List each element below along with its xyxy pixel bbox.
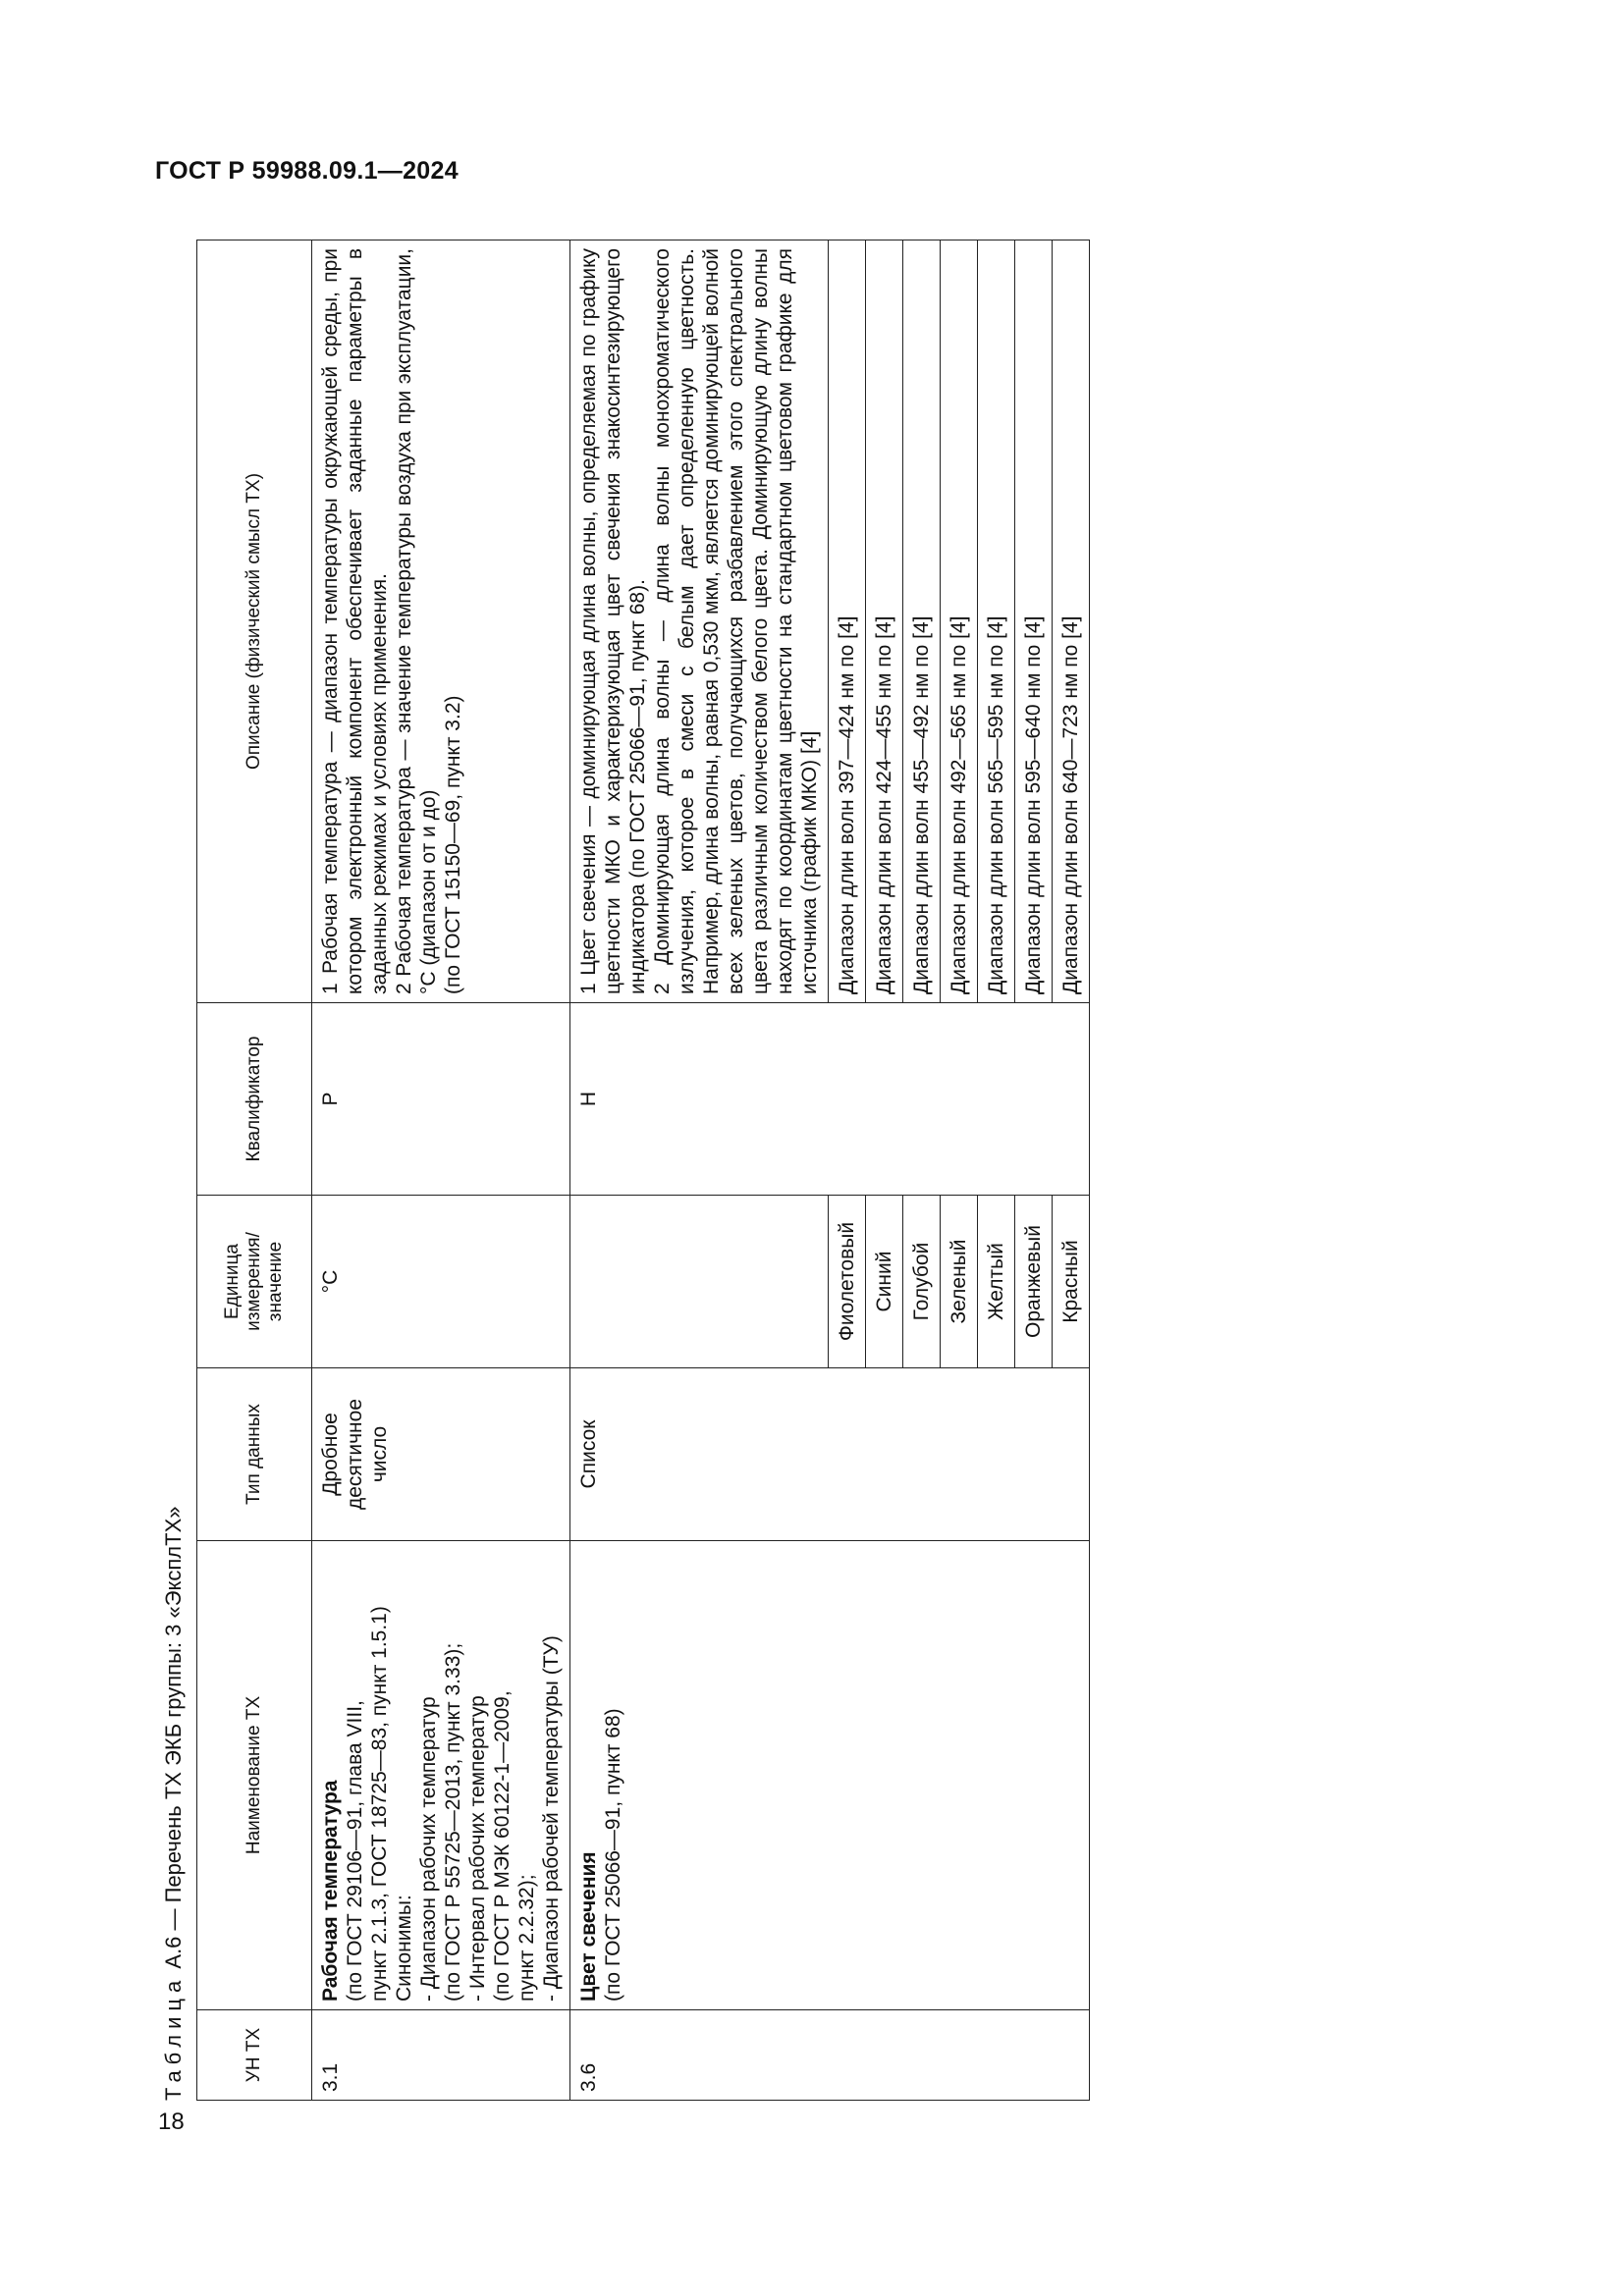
name-line: - Диапазон рабочих температур (417, 1696, 440, 2002)
name-line: (по ГОСТ Р 55725—2013, пункт 3.33); (442, 1642, 464, 2002)
color-name: Синий (866, 1196, 903, 1368)
name-line: - Интервал рабочих температур (466, 1695, 489, 2002)
cell-type: Список (570, 1368, 1090, 1541)
color-desc: Диапазон длин волн 640—723 нм по [4] (1053, 240, 1090, 1003)
color-desc: Диапазон длин волн 455—492 нм по [4] (903, 240, 941, 1003)
rotated-table-region (157, 236, 1365, 2101)
table-row (312, 240, 570, 2101)
cell-name (312, 1541, 570, 2010)
name-line: пункт 2.2.32); (515, 1874, 538, 2002)
desc-paragraph: 1 Цвет свечения — доминирующая длина волны, определяемая по графику цветности МКО и характеризующая цвет свечения знакосинтезирующего индикатора (по ГОСТ 25066—91, пункт 68). (577, 248, 649, 994)
document-header: ГОСТ Р 59988.09.1—2024 (155, 157, 459, 185)
cell-desc (570, 240, 829, 1003)
name-line: - Диапазон рабочей температуры (ТУ) (540, 1635, 563, 2002)
name-title: Цвет свечения (577, 1851, 600, 2002)
desc-paragraph: 1 Рабочая температура — диапазон температуры окружающей среды, при котором электронный компонент обеспечивает заданные параметры в заданных режимах и условиях применения. (319, 248, 391, 994)
header-un: УН ТХ (197, 2010, 312, 2101)
color-desc: Диапазон длин волн 595—640 нм по [4] (1015, 240, 1053, 1003)
name-title: Рабочая температура (319, 1780, 342, 2002)
name-line: (по ГОСТ Р МЭК 60122-1—2009, (491, 1690, 514, 2002)
characteristics-table (196, 240, 1090, 2101)
table-caption (157, 1507, 190, 2102)
header-desc: Описание (физический смысл ТХ) (197, 240, 312, 1003)
color-name: Зеленый (941, 1196, 978, 1368)
cell-qualifier: Р (312, 1003, 570, 1196)
header-qualifier: Квалификатор (197, 1003, 312, 1196)
cell-name (570, 1541, 1090, 2010)
header-type: Тип данных (197, 1368, 312, 1541)
header-name: Наименование ТХ (197, 1541, 312, 2010)
desc-paragraph: 2 Доминирующая длина волны — длина волны монохроматического излучения, которое в смеси с белым дает определенную цветность. Например, длина волны, равная 0,530 мкм, является доминирующей волной всех зеленых цветов, получающихся разбавлением этого спектрального цвета различным количеством белого цвета. Доминирующую длину волны находят по координатам цветности на стандартном цветовом графике для источника (график МКО) [4] (651, 248, 821, 994)
cell-qualifier: Н (570, 1003, 1090, 1196)
caption-text: А.6 — Перечень ТХ ЭКБ группы: 3 «ЭксплТХ» (161, 1506, 186, 1969)
cell-type: Дробное десятичное число (312, 1368, 570, 1541)
desc-paragraph: 2 Рабочая температура — значение температуры воздуха при эксплуатации, °С (диапазон от и до) (393, 248, 440, 994)
color-desc: Диапазон длин волн 492—565 нм по [4] (941, 240, 978, 1003)
cell-desc (312, 240, 570, 1003)
table-row (570, 240, 829, 2101)
color-desc: Диапазон длин волн 397—424 нм по [4] (829, 240, 866, 1003)
color-name: Оранжевый (1015, 1196, 1053, 1368)
cell-unit (570, 1196, 829, 1368)
color-desc: Диапазон длин волн 565—595 нм по [4] (978, 240, 1015, 1003)
name-line: (по ГОСТ 25066—91, пункт 68) (602, 1708, 624, 2002)
table-header-row (197, 240, 312, 2101)
cell-un: 3.6 (570, 2010, 1090, 2101)
header-unit: Единица измерения/ значение (197, 1196, 312, 1368)
color-name: Желтый (978, 1196, 1015, 1368)
page-number: 18 (158, 2109, 185, 2135)
name-line: Синонимы: (393, 1895, 415, 2002)
name-line: (по ГОСТ 29106—91, глава VIII, (344, 1700, 366, 2002)
name-line: пункт 2.1.3, ГОСТ 18725—83, пункт 1.5.1) (368, 1606, 391, 2002)
color-desc: Диапазон длин волн 424—455 нм по [4] (866, 240, 903, 1003)
caption-prefix: Таблица (161, 1974, 186, 2101)
color-name: Фиолетовый (829, 1196, 866, 1368)
color-name: Голубой (903, 1196, 941, 1368)
desc-paragraph: (по ГОСТ 15150—69, пункт 3.2) (442, 695, 464, 994)
cell-un: 3.1 (312, 2010, 570, 2101)
color-name: Красный (1053, 1196, 1090, 1368)
cell-unit: °С (312, 1196, 570, 1368)
